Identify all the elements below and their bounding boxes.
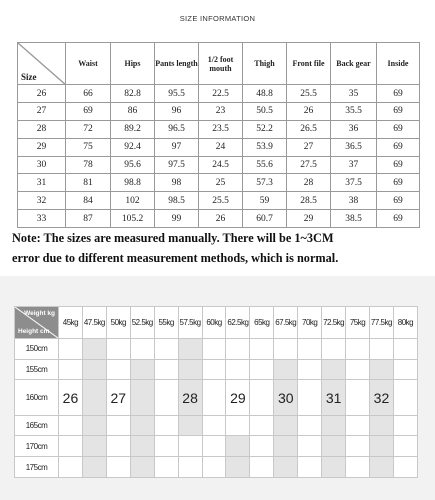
grid-cell bbox=[202, 436, 226, 457]
grid-cell bbox=[226, 457, 250, 478]
weight-header-cell: 47.5kg bbox=[82, 307, 106, 339]
size-label-cell: 27 bbox=[18, 103, 66, 121]
table-cell: 69 bbox=[377, 174, 420, 192]
grid-cell bbox=[130, 359, 154, 380]
grid-cell bbox=[346, 380, 370, 415]
grid-cell bbox=[202, 339, 226, 360]
grid-cell bbox=[346, 436, 370, 457]
size-corner-cell bbox=[18, 43, 66, 85]
weight-header-cell: 62.5kg bbox=[226, 307, 250, 339]
grid-cell bbox=[274, 436, 298, 457]
weight-header-row bbox=[15, 307, 418, 339]
height-row-label: 170cm bbox=[15, 436, 59, 457]
table-cell: 97.5 bbox=[155, 156, 199, 174]
grid-cell bbox=[393, 339, 417, 360]
table-cell: 69 bbox=[377, 103, 420, 121]
grid-cell bbox=[298, 436, 322, 457]
grid-cell bbox=[130, 436, 154, 457]
table-row bbox=[18, 192, 420, 210]
grid-cell bbox=[106, 415, 130, 436]
table-cell: 81 bbox=[66, 174, 111, 192]
table-cell: 102 bbox=[111, 192, 155, 210]
table-cell: 69 bbox=[377, 156, 420, 174]
header-pants-length: Pants length bbox=[155, 43, 199, 85]
table-cell: 57.3 bbox=[243, 174, 287, 192]
table-cell: 69 bbox=[66, 103, 111, 121]
weight-header-cell: 57.5kg bbox=[178, 307, 202, 339]
grid-cell bbox=[178, 339, 202, 360]
table-cell: 26 bbox=[287, 103, 331, 121]
grid-cell bbox=[154, 339, 178, 360]
table-cell: 59 bbox=[243, 192, 287, 210]
height-row-label: 150cm bbox=[15, 339, 59, 360]
grid-cell bbox=[393, 415, 417, 436]
header-thigh: Thigh bbox=[243, 43, 287, 85]
header-inside: Inside bbox=[377, 43, 420, 85]
size-label-cell: 33 bbox=[18, 210, 66, 228]
weight-header-cell: 60kg bbox=[202, 307, 226, 339]
table-cell: 69 bbox=[377, 85, 420, 103]
grid-cell bbox=[250, 380, 274, 415]
grid-cell bbox=[393, 380, 417, 415]
height-row-label: 165cm bbox=[15, 415, 59, 436]
header-waist: Waist bbox=[66, 43, 111, 85]
table-cell: 23.5 bbox=[199, 120, 243, 138]
grid-cell bbox=[82, 415, 106, 436]
grid-cell bbox=[130, 380, 154, 415]
grid-cell bbox=[346, 339, 370, 360]
table-cell: 28 bbox=[287, 174, 331, 192]
grid-cell bbox=[274, 457, 298, 478]
grid-cell bbox=[250, 359, 274, 380]
grid-cell bbox=[369, 436, 393, 457]
table-cell: 26 bbox=[199, 210, 243, 228]
size-table bbox=[17, 42, 420, 228]
grid-cell bbox=[250, 436, 274, 457]
size-label-cell: 28 bbox=[18, 120, 66, 138]
grid-cell bbox=[346, 359, 370, 380]
table-cell: 92.4 bbox=[111, 138, 155, 156]
grid-cell bbox=[82, 457, 106, 478]
header-foot-mouth: 1/2 foot mouth bbox=[199, 43, 243, 85]
weight-header-cell: 75kg bbox=[346, 307, 370, 339]
size-label-cell: 30 bbox=[18, 156, 66, 174]
table-cell: 35.5 bbox=[331, 103, 377, 121]
table-row bbox=[18, 174, 420, 192]
table-cell: 48.8 bbox=[243, 85, 287, 103]
table-cell: 26.5 bbox=[287, 120, 331, 138]
table-cell: 23 bbox=[199, 103, 243, 121]
weight-header-cell: 55kg bbox=[154, 307, 178, 339]
height-axis-label: Height cm bbox=[18, 328, 50, 335]
size-label-cell: 31 bbox=[18, 174, 66, 192]
table-cell: 25 bbox=[199, 174, 243, 192]
grid-cell bbox=[322, 339, 346, 360]
table-cell: 55.6 bbox=[243, 156, 287, 174]
grid-cell bbox=[178, 457, 202, 478]
grid-cell bbox=[130, 415, 154, 436]
grid-cell bbox=[59, 359, 83, 380]
size-label-cell: 29 bbox=[18, 138, 66, 156]
grid-cell bbox=[202, 457, 226, 478]
table-cell: 24.5 bbox=[199, 156, 243, 174]
grid-cell bbox=[106, 339, 130, 360]
weight-height-corner-cell bbox=[15, 307, 59, 339]
table-cell: 96 bbox=[155, 103, 199, 121]
grid-cell bbox=[298, 339, 322, 360]
table-row bbox=[18, 85, 420, 103]
weight-header-cell: 45kg bbox=[59, 307, 83, 339]
grid-cell bbox=[369, 457, 393, 478]
table-row bbox=[15, 339, 418, 360]
header-front-file: Front file bbox=[287, 43, 331, 85]
recommended-size-label: 30 bbox=[274, 380, 298, 415]
recommended-size-label: 26 bbox=[59, 380, 83, 415]
table-cell: 25.5 bbox=[199, 192, 243, 210]
recommended-size-label: 28 bbox=[178, 380, 202, 415]
table-cell: 27 bbox=[287, 138, 331, 156]
weight-header-cell: 70kg bbox=[298, 307, 322, 339]
table-cell: 86 bbox=[111, 103, 155, 121]
grid-cell bbox=[82, 380, 106, 415]
grid-cell bbox=[154, 359, 178, 380]
grid-cell bbox=[346, 415, 370, 436]
grid-cell bbox=[298, 457, 322, 478]
table-cell: 50.5 bbox=[243, 103, 287, 121]
table-cell: 38.5 bbox=[331, 210, 377, 228]
weight-header-cell: 50kg bbox=[106, 307, 130, 339]
table-cell: 87 bbox=[66, 210, 111, 228]
table-cell: 95.5 bbox=[155, 85, 199, 103]
table-cell: 89.2 bbox=[111, 120, 155, 138]
grid-cell bbox=[226, 415, 250, 436]
table-cell: 29 bbox=[287, 210, 331, 228]
table-cell: 69 bbox=[377, 138, 420, 156]
grid-cell bbox=[82, 359, 106, 380]
table-cell: 72 bbox=[66, 120, 111, 138]
weight-axis-label: Weight kg bbox=[24, 310, 55, 317]
size-corner-label: Size bbox=[21, 72, 37, 83]
grid-cell bbox=[106, 359, 130, 380]
recommended-size-label: 32 bbox=[369, 380, 393, 415]
grid-cell bbox=[298, 359, 322, 380]
grid-cell bbox=[322, 436, 346, 457]
grid-cell bbox=[154, 457, 178, 478]
grid-cell bbox=[154, 380, 178, 415]
table-cell: 66 bbox=[66, 85, 111, 103]
weight-header-cell: 72.5kg bbox=[322, 307, 346, 339]
grid-cell bbox=[369, 359, 393, 380]
size-label-cell: 26 bbox=[18, 85, 66, 103]
weight-header-cell: 77.5kg bbox=[369, 307, 393, 339]
grid-cell bbox=[202, 359, 226, 380]
table-cell: 53.9 bbox=[243, 138, 287, 156]
table-cell: 69 bbox=[377, 120, 420, 138]
grid-cell bbox=[346, 457, 370, 478]
grid-cell bbox=[154, 436, 178, 457]
grid-cell bbox=[82, 436, 106, 457]
grid-cell bbox=[250, 339, 274, 360]
table-cell: 82.8 bbox=[111, 85, 155, 103]
grid-cell bbox=[369, 339, 393, 360]
grid-cell bbox=[178, 415, 202, 436]
table-cell: 37 bbox=[331, 156, 377, 174]
table-cell: 78 bbox=[66, 156, 111, 174]
table-cell: 84 bbox=[66, 192, 111, 210]
table-cell: 95.6 bbox=[111, 156, 155, 174]
grid-cell bbox=[178, 359, 202, 380]
table-row bbox=[15, 436, 418, 457]
table-cell: 36.5 bbox=[331, 138, 377, 156]
table-cell: 69 bbox=[377, 192, 420, 210]
table-row bbox=[18, 103, 420, 121]
recommended-size-label: 27 bbox=[106, 380, 130, 415]
table-row bbox=[15, 415, 418, 436]
grid-cell bbox=[202, 380, 226, 415]
grid-cell bbox=[393, 436, 417, 457]
weight-header-cell: 52.5kg bbox=[130, 307, 154, 339]
height-weight-table bbox=[14, 306, 418, 478]
grid-cell bbox=[226, 339, 250, 360]
table-cell: 37.5 bbox=[331, 174, 377, 192]
grid-cell bbox=[130, 457, 154, 478]
table-cell: 97 bbox=[155, 138, 199, 156]
grid-cell bbox=[298, 380, 322, 415]
table-cell: 96.5 bbox=[155, 120, 199, 138]
size-label-cell: 32 bbox=[18, 192, 66, 210]
grid-cell bbox=[59, 436, 83, 457]
table-cell: 69 bbox=[377, 210, 420, 228]
table-cell: 52.2 bbox=[243, 120, 287, 138]
grid-cell bbox=[82, 339, 106, 360]
table-cell: 98.8 bbox=[111, 174, 155, 192]
grid-cell bbox=[274, 359, 298, 380]
weight-header-cell: 65kg bbox=[250, 307, 274, 339]
grid-cell bbox=[154, 415, 178, 436]
header-hips: Hips bbox=[111, 43, 155, 85]
grid-cell bbox=[59, 415, 83, 436]
weight-header-cell: 67.5kg bbox=[274, 307, 298, 339]
table-cell: 36 bbox=[331, 120, 377, 138]
grid-cell bbox=[130, 339, 154, 360]
height-row-label: 175cm bbox=[15, 457, 59, 478]
height-row-label: 160cm bbox=[15, 380, 59, 415]
page-title: SIZE INFORMATION bbox=[179, 14, 256, 23]
height-row-label: 155cm bbox=[15, 359, 59, 380]
table-cell: 75 bbox=[66, 138, 111, 156]
table-cell: 22.5 bbox=[199, 85, 243, 103]
table-row bbox=[15, 380, 418, 415]
table-cell: 24 bbox=[199, 138, 243, 156]
grid-cell bbox=[393, 359, 417, 380]
table-row bbox=[18, 120, 420, 138]
grid-cell bbox=[106, 436, 130, 457]
recommended-size-label: 29 bbox=[226, 380, 250, 415]
table-cell: 105.2 bbox=[111, 210, 155, 228]
weight-header-cell: 80kg bbox=[393, 307, 417, 339]
table-cell: 28.5 bbox=[287, 192, 331, 210]
grid-cell bbox=[250, 415, 274, 436]
grid-cell bbox=[298, 415, 322, 436]
note-line-2: error due to different measurement methods, which is normal. bbox=[12, 251, 339, 265]
grid-cell bbox=[322, 359, 346, 380]
note-line-1: Note: The sizes are measured manually. There will be 1~3CM bbox=[12, 231, 334, 245]
table-row bbox=[18, 156, 420, 174]
table-cell: 60.7 bbox=[243, 210, 287, 228]
grid-cell bbox=[274, 415, 298, 436]
table-row bbox=[18, 138, 420, 156]
grid-cell bbox=[369, 415, 393, 436]
grid-cell bbox=[59, 457, 83, 478]
table-cell: 98 bbox=[155, 174, 199, 192]
grid-cell bbox=[250, 457, 274, 478]
grid-cell bbox=[322, 415, 346, 436]
header-back-gear: Back gear bbox=[331, 43, 377, 85]
table-cell: 25.5 bbox=[287, 85, 331, 103]
grid-cell bbox=[178, 436, 202, 457]
table-row bbox=[15, 457, 418, 478]
grid-cell bbox=[59, 339, 83, 360]
grid-cell bbox=[106, 457, 130, 478]
table-cell: 35 bbox=[331, 85, 377, 103]
grid-cell bbox=[274, 339, 298, 360]
table-row bbox=[18, 210, 420, 228]
table-cell: 98.5 bbox=[155, 192, 199, 210]
size-table-header-row bbox=[18, 43, 420, 85]
table-row bbox=[15, 359, 418, 380]
grid-cell bbox=[393, 457, 417, 478]
table-cell: 99 bbox=[155, 210, 199, 228]
grid-cell bbox=[202, 415, 226, 436]
grid-cell bbox=[226, 359, 250, 380]
table-cell: 27.5 bbox=[287, 156, 331, 174]
grid-cell bbox=[226, 436, 250, 457]
recommended-size-label: 31 bbox=[322, 380, 346, 415]
grid-cell bbox=[322, 457, 346, 478]
table-cell: 38 bbox=[331, 192, 377, 210]
